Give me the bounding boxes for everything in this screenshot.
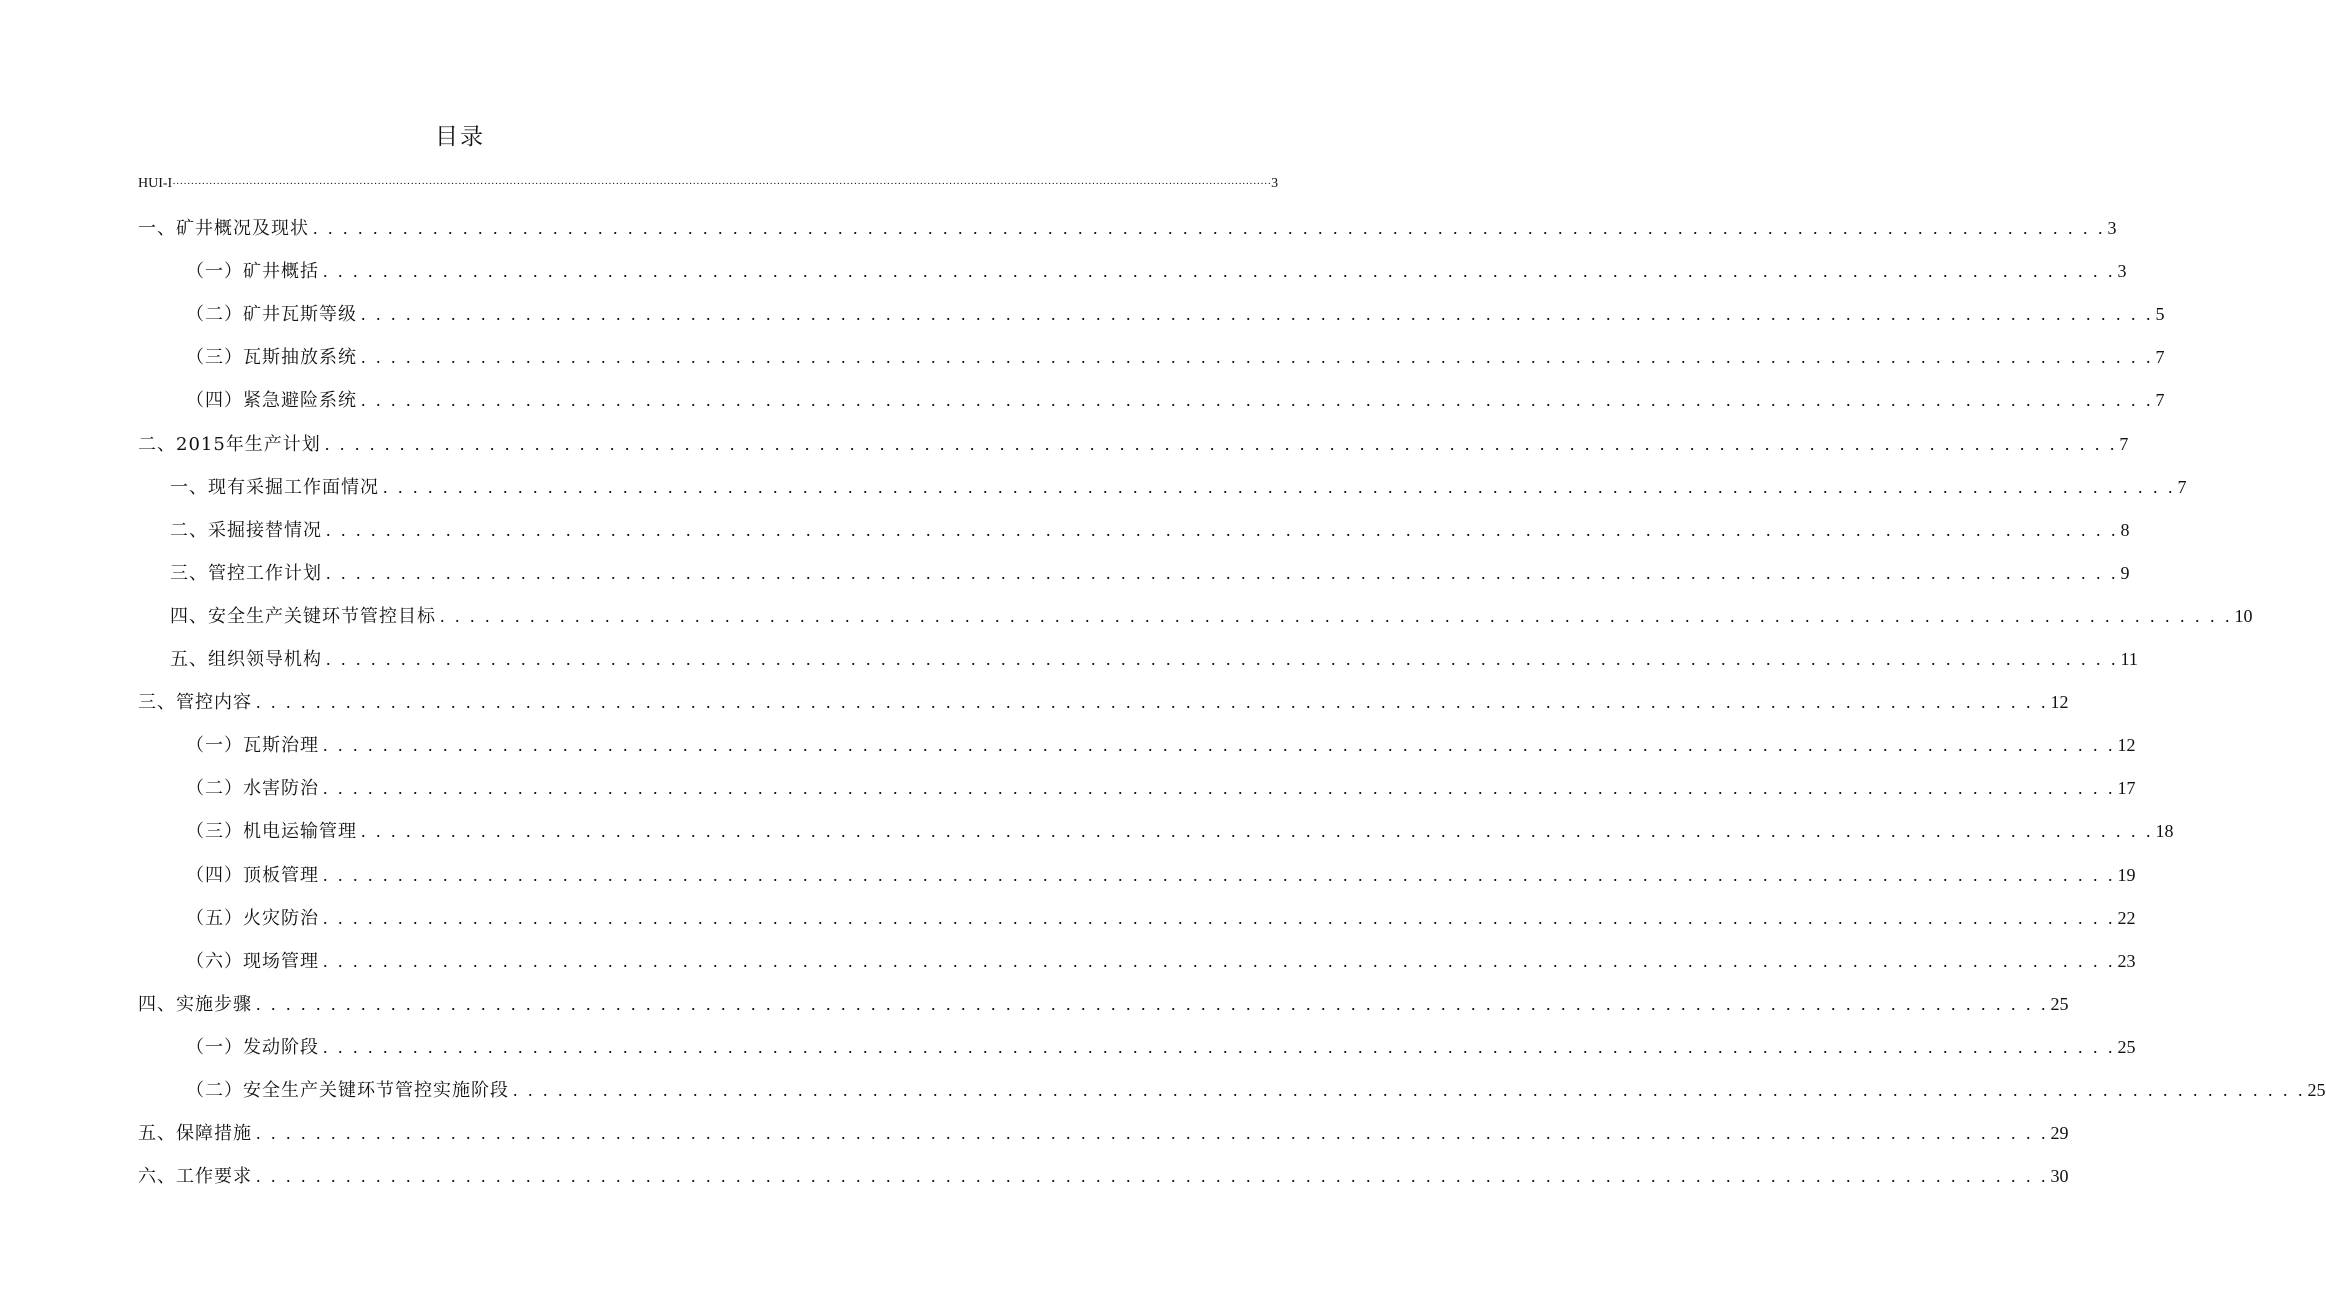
toc-entry-label: （二）水害防治 [186,778,319,799]
toc-entry-label: （四）紧急避险系统 [186,390,357,411]
toc-entry[interactable] [186,731,2136,757]
toc-entry-page: 25 [2117,1037,2136,1057]
dot-leader: . . . . . . . . . . . . . . . . . . . . . . . . . . . . . . . . . . . . . . . . . . . . . . . . . . . . . . . . . . . . . . . . . . . . . . . . . . . . . . . . . . . . . . . . . . . . . . . . . . . . . . . . . . . . . . . . . . . . . . . . [440,606,2233,626]
toc-entry[interactable] [138,1162,2069,1188]
toc-entry[interactable] [186,300,2165,326]
toc-entry[interactable] [186,774,2136,800]
toc-entry-label: （四）顶板管理 [186,865,319,886]
toc-entry-page: 7 [2119,434,2129,454]
dot-leader: . . . . . . . . . . . . . . . . . . . . . . . . . . . . . . . . . . . . . . . . . . . . . . . . . . . . . . . . . . . . . . . . . . . . . . . . . . . . . . . . . . . . . . . . . . . . . . . . . . . . . . . . . . . . . . . . . . . . . . . . [326,649,2119,669]
toc-entry-label: （一）矿井概括 [186,261,319,282]
toc-entry[interactable] [186,817,2174,843]
dot-leader: ············································································································································································································································································································ [172,178,1272,190]
toc-entry-page: 29 [2050,1123,2069,1143]
toc-header-left: HU [138,176,159,191]
toc-entry[interactable] [170,473,2187,499]
dot-leader: . . . . . . . . . . . . . . . . . . . . . . . . . . . . . . . . . . . . . . . . . . . . . . . . . . . . . . . . . . . . . . . . . . . . . . . . . . . . . . . . . . . . . . . . . . . . . . . . . . . . . . . . . . . . . . . . . . . . . . . . [324,434,2118,454]
toc-header-page: 3 [1271,176,1279,191]
toc-entry-label: （三）瓦斯抽放系统 [186,347,357,368]
dot-leader: . . . . . . . . . . . . . . . . . . . . . . . . . . . . . . . . . . . . . . . . . . . . . . . . . . . . . . . . . . . . . . . . . . . . . . . . . . . . . . . . . . . . . . . . . . . . . . . . . . . . . . . . . . . . . . . . . . . . . . . . [323,735,2116,755]
toc-entry[interactable] [170,645,2138,671]
toc-entry-page: 30 [2050,1166,2069,1186]
dot-leader: . . . . . . . . . . . . . . . . . . . . . . . . . . . . . . . . . . . . . . . . . . . . . . . . . . . . . . . . . . . . . . . . . . . . . . . . . . . . . . . . . . . . . . . . . . . . . . . . . . . . . . . . . . . . . . . . . . . . . . . . [323,951,2116,971]
toc-entry-label: 六、工作要求 [138,1166,252,1187]
dot-leader: . . . . . . . . . . . . . . . . . . . . . . . . . . . . . . . . . . . . . . . . . . . . . . . . . . . . . . . . . . . . . . . . . . . . . . . . . . . . . . . . . . . . . . . . . . . . . . . . . . . . . . . . . . . . . . . . . . . . . . . . [383,477,2176,497]
toc-entry[interactable] [186,1033,2136,1059]
toc-entry-page: 12 [2050,692,2069,712]
toc-entry-page: 25 [2307,1080,2326,1100]
toc-entry[interactable] [138,430,2129,456]
dot-leader: . . . . . . . . . . . . . . . . . . . . . . . . . . . . . . . . . . . . . . . . . . . . . . . . . . . . . . . . . . . . . . . . . . . . . . . . . . . . . . . . . . . . . . . . . . . . . . . . . . . . . . . . . . . . . . . . . . . . . . . . [256,692,2049,712]
dot-leader: . . . . . . . . . . . . . . . . . . . . . . . . . . . . . . . . . . . . . . . . . . . . . . . . . . . . . . . . . . . . . . . . . . . . . . . . . . . . . . . . . . . . . . . . . . . . . . . . . . . . . . . . . . . . . . . . . . . . . . . . [326,563,2119,583]
toc-entry-page: 8 [2120,520,2130,540]
dot-leader: . . . . . . . . . . . . . . . . . . . . . . . . . . . . . . . . . . . . . . . . . . . . . . . . . . . . . . . . . . . . . . . . . . . . . . . . . . . . . . . . . . . . . . . . . . . . . . . . . . . . . . . . . . . . . . . . . . . . . . . . [361,347,2154,367]
toc-entry-page: 18 [2155,821,2174,841]
toc-entry-label: 三、管控内容 [138,692,252,713]
toc-entry-page: 5 [2155,304,2165,324]
toc-entry[interactable] [138,214,2117,240]
dot-leader: . . . . . . . . . . . . . . . . . . . . . . . . . . . . . . . . . . . . . . . . . . . . . . . . . . . . . . . . . . . . . . . . . . . . . . . . . . . . . . . . . . . . . . . . . . . . . . . . . . . . . . . . . . . . . . . . . . . . . . . . [313,218,2106,238]
toc-entry-page: 25 [2050,994,2069,1014]
toc-entry[interactable] [186,257,2127,283]
toc-entry-label: （五）火灾防治 [186,908,319,929]
dot-leader: . . . . . . . . . . . . . . . . . . . . . . . . . . . . . . . . . . . . . . . . . . . . . . . . . . . . . . . . . . . . . . . . . . . . . . . . . . . . . . . . . . . . . . . . . . . . . . . . . . . . . . . . . . . . . . . . . . . . . . . . [361,390,2154,410]
toc-entry-page: 3 [2107,218,2117,238]
dot-leader: . . . . . . . . . . . . . . . . . . . . . . . . . . . . . . . . . . . . . . . . . . . . . . . . . . . . . . . . . . . . . . . . . . . . . . . . . . . . . . . . . . . . . . . . . . . . . . . . . . . . . . . . . . . . . . . . . . . . . . . . [323,1037,2116,1057]
toc-header-line[interactable] [138,176,1279,202]
toc-entry-page: 3 [2117,261,2127,281]
toc-entry[interactable] [170,602,2253,628]
toc-entry-page: 17 [2117,778,2136,798]
toc-header-right: I-I [158,176,173,191]
toc-entry[interactable] [186,904,2136,930]
toc-entry-label: 四、实施步骤 [138,994,252,1015]
toc-entry[interactable] [186,343,2165,369]
toc-entry-page: 12 [2117,735,2136,755]
dot-leader: . . . . . . . . . . . . . . . . . . . . . . . . . . . . . . . . . . . . . . . . . . . . . . . . . . . . . . . . . . . . . . . . . . . . . . . . . . . . . . . . . . . . . . . . . . . . . . . . . . . . . . . . . . . . . . . . . . . . . . . . [323,778,2116,798]
dot-leader: . . . . . . . . . . . . . . . . . . . . . . . . . . . . . . . . . . . . . . . . . . . . . . . . . . . . . . . . . . . . . . . . . . . . . . . . . . . . . . . . . . . . . . . . . . . . . . . . . . . . . . . . . . . . . . . . . . . . . . . . [323,261,2116,281]
toc-entry-label: 二、2015年生产计划 [138,434,321,455]
toc-entry[interactable] [170,559,2130,585]
toc-entry-page: 7 [2155,390,2165,410]
toc-entry-label: 一、现有采掘工作面情况 [170,477,379,498]
toc-entry-label: 二、采掘接替情况 [170,520,322,541]
toc-entry-label: （一）发动阶段 [186,1037,319,1058]
dot-leader: . . . . . . . . . . . . . . . . . . . . . . . . . . . . . . . . . . . . . . . . . . . . . . . . . . . . . . . . . . . . . . . . . . . . . . . . . . . . . . . . . . . . . . . . . . . . . . . . . . . . . . . . . . . . . . . . . . . . . . . . [513,1080,2306,1100]
dot-leader: . . . . . . . . . . . . . . . . . . . . . . . . . . . . . . . . . . . . . . . . . . . . . . . . . . . . . . . . . . . . . . . . . . . . . . . . . . . . . . . . . . . . . . . . . . . . . . . . . . . . . . . . . . . . . . . . . . . . . . . . [256,994,2049,1014]
toc-entry-page: 7 [2177,477,2187,497]
toc-entry[interactable] [170,516,2130,542]
toc-entry[interactable] [138,688,2069,714]
toc-entry-page: 7 [2155,347,2165,367]
toc-entry-page: 19 [2117,865,2136,885]
toc-entry[interactable] [138,990,2069,1016]
dot-leader: . . . . . . . . . . . . . . . . . . . . . . . . . . . . . . . . . . . . . . . . . . . . . . . . . . . . . . . . . . . . . . . . . . . . . . . . . . . . . . . . . . . . . . . . . . . . . . . . . . . . . . . . . . . . . . . . . . . . . . . . [326,520,2119,540]
toc-entry-label: （二）矿井瓦斯等级 [186,304,357,325]
toc-entry-label: （三）机电运输管理 [186,821,357,842]
toc-entry-label: 三、管控工作计划 [170,563,322,584]
toc-entry-label: （六）现场管理 [186,951,319,972]
dot-leader: . . . . . . . . . . . . . . . . . . . . . . . . . . . . . . . . . . . . . . . . . . . . . . . . . . . . . . . . . . . . . . . . . . . . . . . . . . . . . . . . . . . . . . . . . . . . . . . . . . . . . . . . . . . . . . . . . . . . . . . . [323,908,2116,928]
toc-entry-label: 五、组织领导机构 [170,649,322,670]
toc-entry[interactable] [186,1076,2326,1102]
toc-entry-label: （二）安全生产关键环节管控实施阶段 [186,1080,509,1101]
page-title: 目录 [435,124,485,150]
toc-entry-label: （一）瓦斯治理 [186,735,319,756]
dot-leader: . . . . . . . . . . . . . . . . . . . . . . . . . . . . . . . . . . . . . . . . . . . . . . . . . . . . . . . . . . . . . . . . . . . . . . . . . . . . . . . . . . . . . . . . . . . . . . . . . . . . . . . . . . . . . . . . . . . . . . . . [361,821,2154,841]
toc-entry[interactable] [138,1119,2069,1145]
toc-entry-label: 五、保障措施 [138,1123,252,1144]
toc-entry-page: 11 [2120,649,2138,669]
toc-entry[interactable] [186,947,2136,973]
toc-entry-page: 22 [2117,908,2136,928]
dot-leader: . . . . . . . . . . . . . . . . . . . . . . . . . . . . . . . . . . . . . . . . . . . . . . . . . . . . . . . . . . . . . . . . . . . . . . . . . . . . . . . . . . . . . . . . . . . . . . . . . . . . . . . . . . . . . . . . . . . . . . . . [361,304,2154,324]
toc-entry[interactable] [186,386,2165,412]
dot-leader: . . . . . . . . . . . . . . . . . . . . . . . . . . . . . . . . . . . . . . . . . . . . . . . . . . . . . . . . . . . . . . . . . . . . . . . . . . . . . . . . . . . . . . . . . . . . . . . . . . . . . . . . . . . . . . . . . . . . . . . . [256,1123,2049,1143]
toc-entry[interactable] [186,861,2136,887]
toc-entry-page: 10 [2234,606,2253,626]
toc-entry-page: 9 [2120,563,2130,583]
toc-entry-label: 一、矿井概况及现状 [138,218,309,239]
dot-leader: . . . . . . . . . . . . . . . . . . . . . . . . . . . . . . . . . . . . . . . . . . . . . . . . . . . . . . . . . . . . . . . . . . . . . . . . . . . . . . . . . . . . . . . . . . . . . . . . . . . . . . . . . . . . . . . . . . . . . . . . [256,1166,2049,1186]
dot-leader: . . . . . . . . . . . . . . . . . . . . . . . . . . . . . . . . . . . . . . . . . . . . . . . . . . . . . . . . . . . . . . . . . . . . . . . . . . . . . . . . . . . . . . . . . . . . . . . . . . . . . . . . . . . . . . . . . . . . . . . . [323,865,2116,885]
toc-entry-page: 23 [2117,951,2136,971]
toc-entry-label: 四、安全生产关键环节管控目标 [170,606,436,627]
